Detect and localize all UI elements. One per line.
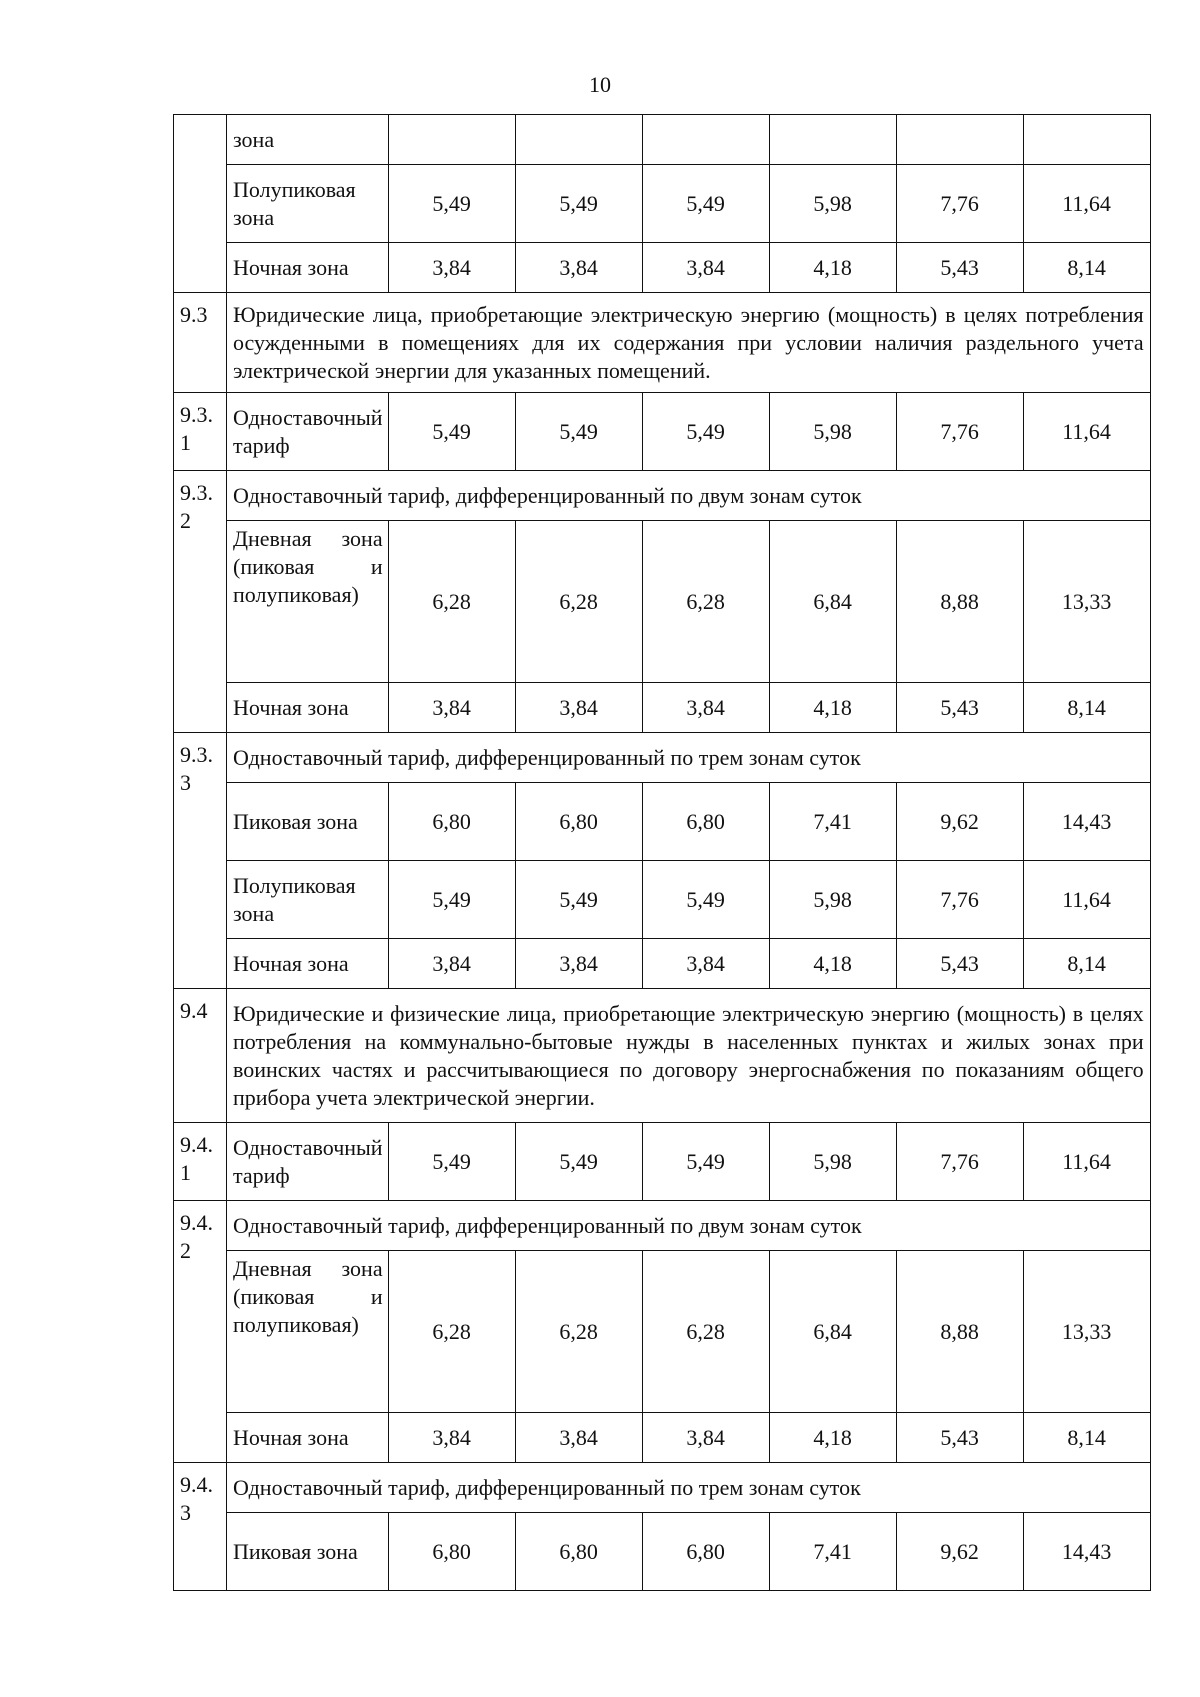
zone-label: Ночная зона	[227, 939, 389, 989]
table-row	[174, 1413, 1151, 1463]
zone-label: Полупиковая зона	[227, 165, 389, 243]
value-cell: 4,18	[769, 243, 896, 293]
value-cell: 11,64	[1023, 165, 1150, 243]
value-cell: 3,84	[642, 939, 769, 989]
zone-label: Пиковая зона	[227, 1513, 389, 1591]
section-description: Юридические и физические лица, приобретающие электрическую энергию (мощность) в целях потребления на коммунально-бытовые нужды в населенных пунктах и жилых зонах при воинских частях и рассчитывающиеся по договору энергоснабжения по показаниям общего прибора учета электрической энергии.	[227, 989, 1151, 1123]
subsection-heading: Одноставочный тариф, дифференцированный по трем зонам суток	[227, 1463, 1151, 1513]
table-row	[174, 243, 1151, 293]
value-cell: 3,84	[642, 243, 769, 293]
value-cell: 5,49	[642, 165, 769, 243]
value-cell: 5,49	[388, 393, 515, 471]
value-cell: 6,80	[515, 1513, 642, 1591]
value-cell: 6,28	[642, 1251, 769, 1413]
item-number-cell: 9.4.2	[174, 1201, 227, 1463]
section-row	[174, 989, 1151, 1123]
value-cell: 9,62	[896, 783, 1023, 861]
value-cell: 13,33	[1023, 521, 1150, 683]
value-cell: 7,76	[896, 393, 1023, 471]
zone-label: Ночная зона	[227, 683, 389, 733]
value-cell: 3,84	[515, 683, 642, 733]
table-row	[174, 683, 1151, 733]
value-cell: 6,84	[769, 1251, 896, 1413]
value-cell: 5,43	[896, 683, 1023, 733]
value-cell: 14,43	[1023, 783, 1150, 861]
value-cell: 11,64	[1023, 1123, 1150, 1201]
value-cell	[896, 115, 1023, 165]
value-cell: 8,14	[1023, 939, 1150, 989]
table-row	[174, 861, 1151, 939]
value-cell: 4,18	[769, 683, 896, 733]
value-cell: 5,98	[769, 1123, 896, 1201]
page-number: 10	[589, 72, 611, 97]
value-cell: 5,49	[388, 1123, 515, 1201]
value-cell: 5,98	[769, 861, 896, 939]
tariff-label: Одноставочный тариф	[227, 1123, 389, 1201]
subsection-heading-row	[174, 471, 1151, 521]
value-cell: 11,64	[1023, 393, 1150, 471]
value-cell: 3,84	[642, 1413, 769, 1463]
table-row	[174, 521, 1151, 683]
value-cell: 5,43	[896, 243, 1023, 293]
value-cell: 5,49	[515, 1123, 642, 1201]
value-cell: 6,84	[769, 521, 896, 683]
value-cell	[769, 115, 896, 165]
value-cell: 4,18	[769, 939, 896, 989]
value-cell: 3,84	[388, 683, 515, 733]
value-cell: 5,43	[896, 939, 1023, 989]
item-number-cell: 9.4.3	[174, 1463, 227, 1591]
subsection-heading: Одноставочный тариф, дифференцированный по двум зонам суток	[227, 471, 1151, 521]
subsection-heading-row	[174, 733, 1151, 783]
value-cell: 4,18	[769, 1413, 896, 1463]
value-cell: 5,49	[515, 393, 642, 471]
item-number-cell	[174, 115, 227, 293]
item-number-cell: 9.4.1	[174, 1123, 227, 1201]
tariff-label: Одноставочный тариф	[227, 393, 389, 471]
value-cell: 7,76	[896, 165, 1023, 243]
value-cell: 6,80	[515, 783, 642, 861]
value-cell: 3,84	[642, 683, 769, 733]
value-cell: 13,33	[1023, 1251, 1150, 1413]
subsection-heading: Одноставочный тариф, дифференцированный по трем зонам суток	[227, 733, 1151, 783]
zone-label: Дневная зона (пиковая и полупиковая)	[227, 1251, 389, 1413]
value-cell: 5,49	[388, 861, 515, 939]
zone-label: Ночная зона	[227, 243, 389, 293]
zone-label: зона	[227, 115, 389, 165]
value-cell: 3,84	[515, 243, 642, 293]
table-row	[174, 783, 1151, 861]
value-cell: 3,84	[388, 939, 515, 989]
zone-label: Пиковая зона	[227, 783, 389, 861]
value-cell: 6,80	[388, 1513, 515, 1591]
tariff-table	[173, 114, 1151, 1591]
value-cell: 5,98	[769, 393, 896, 471]
value-cell: 8,14	[1023, 683, 1150, 733]
value-cell: 5,49	[642, 1123, 769, 1201]
table-row	[174, 1513, 1151, 1591]
item-number-cell: 9.3.3	[174, 733, 227, 989]
value-cell: 8,88	[896, 1251, 1023, 1413]
value-cell: 6,80	[642, 783, 769, 861]
value-cell	[388, 115, 515, 165]
subsection-heading-row	[174, 1201, 1151, 1251]
item-number-cell: 9.4	[174, 989, 227, 1123]
value-cell: 7,41	[769, 783, 896, 861]
value-cell: 6,28	[388, 521, 515, 683]
value-cell: 6,28	[642, 521, 769, 683]
zone-label: Полупиковая зона	[227, 861, 389, 939]
table-row	[174, 1251, 1151, 1413]
value-cell	[1023, 115, 1150, 165]
table-row	[174, 1123, 1151, 1201]
value-cell: 5,98	[769, 165, 896, 243]
value-cell: 14,43	[1023, 1513, 1150, 1591]
subsection-heading-row	[174, 1463, 1151, 1513]
zone-label: Дневная зона (пиковая и полупиковая)	[227, 521, 389, 683]
section-description: Юридические лица, приобретающие электрическую энергию (мощность) в целях потребления осужденными в помещениях для их содержания при условии наличия раздельного учета электрической энергии для указанных помещений.	[227, 293, 1151, 393]
value-cell	[515, 115, 642, 165]
value-cell: 6,28	[515, 521, 642, 683]
value-cell: 5,49	[515, 165, 642, 243]
value-cell: 5,49	[642, 393, 769, 471]
section-row	[174, 293, 1151, 393]
value-cell: 3,84	[388, 243, 515, 293]
value-cell: 7,76	[896, 861, 1023, 939]
value-cell: 5,49	[642, 861, 769, 939]
value-cell: 3,84	[515, 939, 642, 989]
value-cell: 3,84	[515, 1413, 642, 1463]
value-cell: 6,80	[388, 783, 515, 861]
value-cell	[642, 115, 769, 165]
value-cell: 8,14	[1023, 1413, 1150, 1463]
value-cell: 11,64	[1023, 861, 1150, 939]
value-cell: 3,84	[388, 1413, 515, 1463]
value-cell: 6,80	[642, 1513, 769, 1591]
value-cell: 8,14	[1023, 243, 1150, 293]
table-row	[174, 115, 1151, 165]
item-number-cell: 9.3.2	[174, 471, 227, 733]
item-number-cell: 9.3	[174, 293, 227, 393]
table-row	[174, 939, 1151, 989]
table-row	[174, 165, 1151, 243]
zone-label: Ночная зона	[227, 1413, 389, 1463]
subsection-heading: Одноставочный тариф, дифференцированный по двум зонам суток	[227, 1201, 1151, 1251]
value-cell: 8,88	[896, 521, 1023, 683]
value-cell: 7,41	[769, 1513, 896, 1591]
value-cell: 6,28	[515, 1251, 642, 1413]
value-cell: 5,43	[896, 1413, 1023, 1463]
value-cell: 6,28	[388, 1251, 515, 1413]
value-cell: 5,49	[388, 165, 515, 243]
value-cell: 9,62	[896, 1513, 1023, 1591]
item-number-cell: 9.3.1	[174, 393, 227, 471]
value-cell: 5,49	[515, 861, 642, 939]
table-row	[174, 393, 1151, 471]
value-cell: 7,76	[896, 1123, 1023, 1201]
